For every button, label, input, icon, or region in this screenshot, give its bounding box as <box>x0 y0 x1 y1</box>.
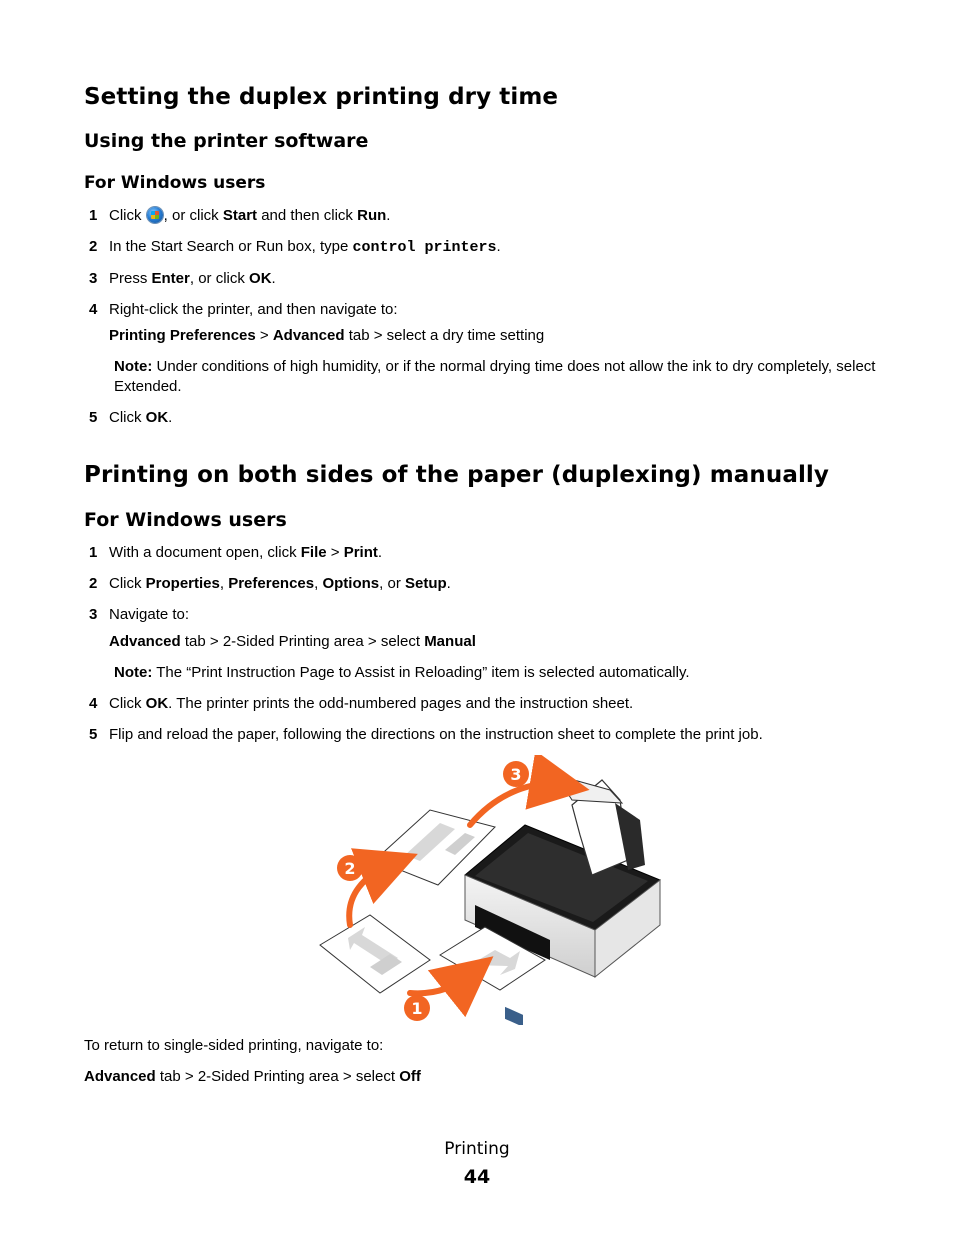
step-number: 3 <box>89 606 98 623</box>
step-number: 2 <box>89 238 98 255</box>
paper-sheet-2 <box>320 915 430 993</box>
step-5-text: Flip and reload the paper, following the directions on the instruction sheet to complete the print job. <box>109 726 763 743</box>
step-1-text: With a document open, click File > Print. <box>109 544 383 561</box>
step-number: 4 <box>89 695 98 712</box>
footer-chapter-title: Printing <box>444 1139 510 1159</box>
duplex-illustration <box>310 755 670 1025</box>
step-number: 3 <box>89 270 98 287</box>
section-title-manual-duplex: Printing on both sides of the paper (duplexing) manually <box>84 462 830 488</box>
page-number: 44 <box>463 1166 491 1188</box>
windows-orb-icon <box>147 207 163 223</box>
command-text: control printers <box>352 239 497 256</box>
step-number: 5 <box>89 726 98 743</box>
step-number: 2 <box>89 575 98 592</box>
svg-text:3: 3 <box>510 765 522 784</box>
step-badge-1 <box>404 995 430 1021</box>
step-number: 1 <box>89 544 98 561</box>
arrow-step-1 <box>410 975 470 993</box>
step-4-text: Click OK. The printer prints the odd-numbered pages and the instruction sheet. <box>109 695 634 712</box>
section-title-dry-time: Setting the duplex printing dry time <box>84 84 559 110</box>
step-1-text: Click , or click Start and then click Run. <box>109 207 391 224</box>
step-number: 4 <box>89 301 98 318</box>
step-badge-3 <box>503 761 529 787</box>
svg-text:1: 1 <box>411 999 423 1018</box>
step-3-text: Navigate to: <box>109 606 190 623</box>
arrow-step-3 <box>470 784 560 825</box>
os-heading-windows-2: For Windows users <box>84 509 287 531</box>
os-heading-windows-1: For Windows users <box>84 173 266 193</box>
note-humidity: Note: Under conditions of high humidity, or if the normal drying time does not allow the ink to dry completely, select Extended. <box>114 358 876 395</box>
return-instruction: To return to single-sided printing, navigate to: <box>84 1037 384 1054</box>
step-4-text: Right-click the printer, and then navigate to: <box>109 301 398 318</box>
subsection-title-printer-software: Using the printer software <box>84 130 369 152</box>
step-number: 5 <box>89 409 98 426</box>
step-5-text: Click OK. <box>109 409 173 426</box>
svg-text:2: 2 <box>344 859 356 878</box>
navigation-path-manual: Advanced tab > 2-Sided Printing area > select Manual <box>109 633 476 650</box>
step-badge-2 <box>337 855 363 881</box>
step-number: 1 <box>89 207 98 224</box>
note-instruction-page: Note: The “Print Instruction Page to Assist in Reloading” item is selected automatically. <box>114 664 690 681</box>
navigation-path-dry-time: Printing Preferences > Advanced tab > select a dry time setting <box>109 327 545 344</box>
navigation-path-off: Advanced tab > 2-Sided Printing area > select Off <box>84 1068 421 1085</box>
step-3-text: Press Enter, or click OK. <box>109 270 276 287</box>
step-2-text: In the Start Search or Run box, type control printers. <box>109 238 501 256</box>
step-2-text: Click Properties, Preferences, Options, or Setup. <box>109 575 451 592</box>
printer-graphic <box>465 775 660 1025</box>
